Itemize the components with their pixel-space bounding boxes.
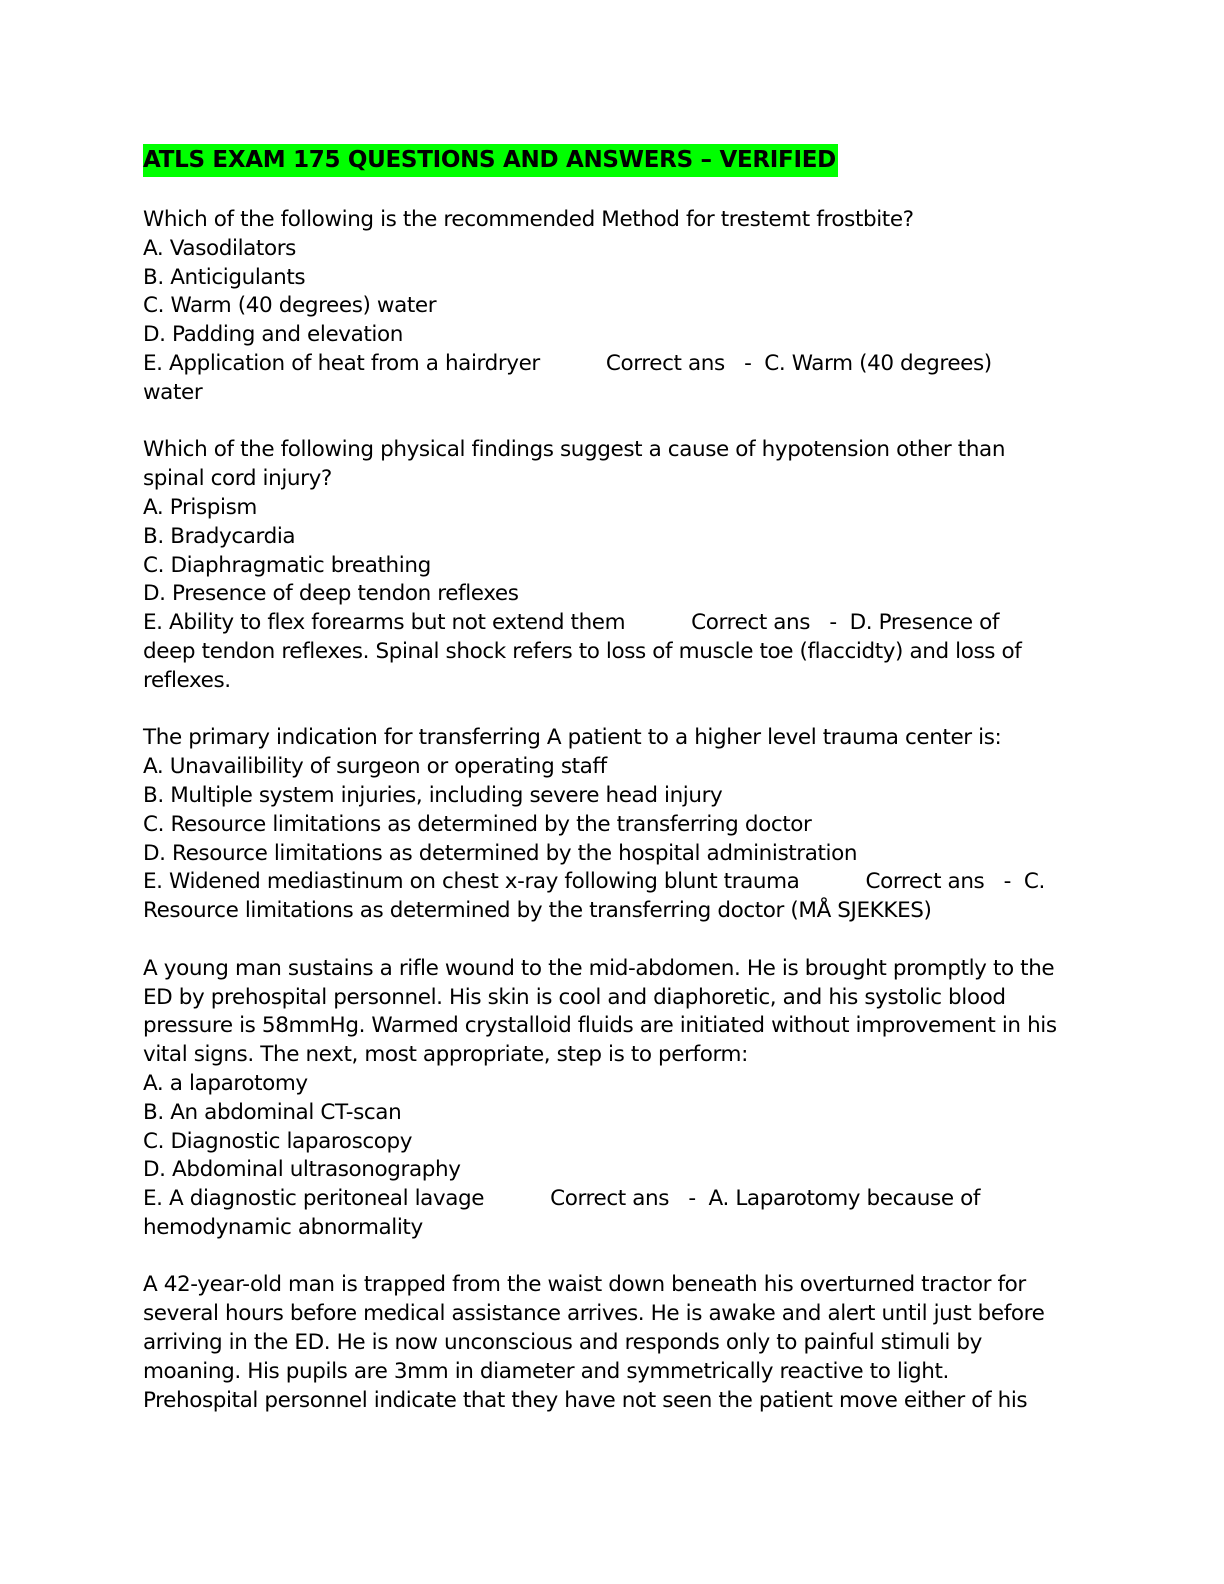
document-title: ATLS EXAM 175 QUESTIONS AND ANSWERS – VERIFIED xyxy=(143,144,838,177)
answer-continuation: Resource limitations as determined by the transferring doctor (MÅ SJEKKES) xyxy=(143,898,932,924)
question-line: Prehospital personnel indicate that they have not seen the patient move either of his xyxy=(143,1387,1028,1413)
question-line: A. Prispism xyxy=(143,494,257,520)
option-e: E. Application of heat from a hairdryer xyxy=(143,350,540,376)
question-block xyxy=(143,206,1088,408)
option-with-answer xyxy=(143,868,1088,897)
question-line: D. Resource limitations as determined by the hospital administration xyxy=(143,840,858,866)
correct-answer: Correct ans - C. Warm (40 degrees) xyxy=(605,350,992,376)
question-line: ED by prehospital personnel. His skin is cool and diaphoretic, and his systolic blood xyxy=(143,984,1006,1010)
question-line: B. Multiple system injuries, including severe head injury xyxy=(143,782,723,808)
question-line: C. Resource limitations as determined by the transferring doctor xyxy=(143,811,812,837)
question-line: B. Bradycardia xyxy=(143,523,296,549)
question-block xyxy=(143,724,1088,926)
option-e: E. Widened mediastinum on chest x-ray following blunt trauma xyxy=(143,869,800,895)
question-line: B. An abdominal CT-scan xyxy=(143,1099,402,1125)
question-line: A. Vasodilators xyxy=(143,235,296,261)
option-with-answer xyxy=(143,1185,1088,1214)
question-text: The primary indication for transferring A patient to a higher level trauma center is: xyxy=(143,725,1002,751)
question-line: C. Diagnostic laparoscopy xyxy=(143,1128,413,1154)
question-text: A 42-year-old man is trapped from the waist down beneath his overturned tractor for xyxy=(143,1272,1026,1298)
question-line: C. Diaphragmatic breathing xyxy=(143,552,431,578)
answer-continuation: reflexes. xyxy=(143,667,231,693)
question-block xyxy=(143,1271,1088,1415)
answer-continuation: hemodynamic abnormality xyxy=(143,1214,423,1240)
question-line: D. Abdominal ultrasonography xyxy=(143,1157,461,1183)
correct-answer: Correct ans - C. xyxy=(865,869,1045,895)
question-text: A young man sustains a rifle wound to the mid-abdomen. He is brought promptly to the xyxy=(143,955,1055,981)
question-text: Which of the following is the recommended Method for trestemt frostbite? xyxy=(143,207,914,232)
question-block xyxy=(143,436,1088,695)
question-line: moaning. His pupils are 3mm in diameter and symmetrically reactive to light. xyxy=(143,1358,949,1384)
question-line: A. a laparotomy xyxy=(143,1070,308,1096)
question-line: D. Presence of deep tendon reflexes xyxy=(143,581,519,607)
option-e: E. A diagnostic peritoneal lavage xyxy=(143,1186,485,1212)
option-with-answer xyxy=(143,350,1088,379)
question-text: Which of the following physical findings suggest a cause of hypotension other than xyxy=(143,437,1006,463)
question-line: pressure is 58mmHg. Warmed crystalloid fluids are initiated without improvement in his xyxy=(143,1013,1057,1039)
question-line: several hours before medical assistance arrives. He is awake and alert until just before xyxy=(143,1301,1045,1327)
question-line: C. Warm (40 degrees) water xyxy=(143,293,437,319)
correct-answer: Correct ans - A. Laparotomy because of xyxy=(550,1186,981,1212)
question-line: arriving in the ED. He is now unconscious and responds only to painful stimuli by xyxy=(143,1330,982,1356)
answer-continuation: water xyxy=(143,379,203,405)
question-list xyxy=(143,206,1088,1415)
option-with-answer xyxy=(143,609,1088,638)
question-line: spinal cord injury? xyxy=(143,466,332,492)
option-e: E. Ability to flex forearms but not extend them xyxy=(143,610,626,636)
question-line: D. Padding and elevation xyxy=(143,322,403,348)
question-line: vital signs. The next, most appropriate, step is to perform: xyxy=(143,1042,748,1068)
question-line: B. Anticigulants xyxy=(143,264,306,290)
answer-continuation: deep tendon reflexes. Spinal shock refers to loss of muscle toe (flaccidty) and loss of xyxy=(143,638,1022,664)
document-body xyxy=(143,144,1088,1415)
question-block xyxy=(143,955,1088,1243)
correct-answer: Correct ans - D. Presence of xyxy=(691,610,1000,636)
question-line: A. Unavailibility of surgeon or operating staff xyxy=(143,754,607,780)
